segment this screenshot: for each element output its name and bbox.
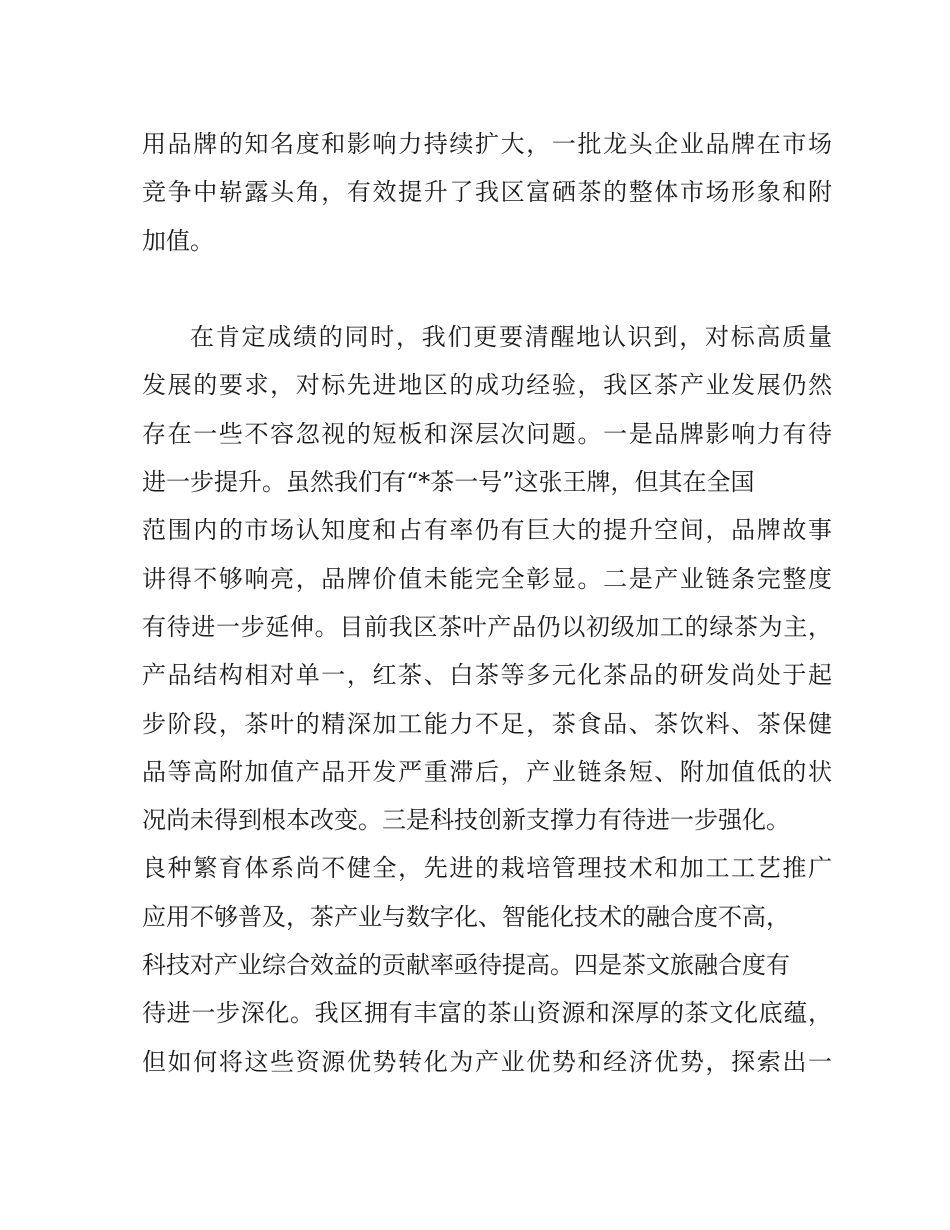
paragraph-1	[142, 120, 832, 265]
paragraph-line: 发展的要求，对标先进地区的成功经验，我区茶产业发展仍然	[142, 371, 832, 400]
paragraph-line: 良种繁育体系尚不健全，先进的栽培管理技术和加工工艺推广	[142, 854, 832, 883]
paragraph-line: 讲得不够响亮，品牌价值未能完全彰显。二是产业链条完整度	[142, 564, 832, 593]
paragraph-line: 在肯定成绩的同时，我们更要清醒地认识到，对标高质量	[190, 323, 832, 352]
paragraph-line: 有待进一步延伸。目前我区茶叶产品仍以初级加工的绿茶为主，	[142, 612, 832, 641]
paragraph-line: 产品结构相对单一，红茶、白茶等多元化茶品的研发尚处于起	[142, 661, 832, 690]
paragraph-line: 科技对产业综合效益的贡献率亟待提高。四是茶文旅融合度有	[142, 951, 790, 980]
paragraph-line: 用品牌的知名度和影响力持续扩大，一批龙头企业品牌在市场	[142, 130, 832, 158]
paragraph-line: 应用不够普及，茶产业与数字化、智能化技术的融合度不高，	[142, 902, 790, 931]
paragraph-line: 况尚未得到根本改变。三是科技创新支撑力有待进一步强化。	[142, 806, 790, 835]
paragraph-line: 竞争中崭露头角，有效提升了我区富硒茶的整体市场形象和附	[142, 178, 832, 207]
paragraph-line: 进一步提升。虽然我们有“*茶一号”这张王牌，但其在全国	[142, 468, 755, 497]
paragraph-line: 存在一些不容忽视的短板和深层次问题。一是品牌影响力有待	[142, 419, 832, 448]
paragraph-line: 品等高附加值产品开发严重滞后，产业链条短、附加值低的状	[142, 757, 832, 786]
document-body	[142, 120, 832, 1086]
paragraph-line: 但如何将这些资源优势转化为产业优势和经济优势，探索出一	[142, 1047, 832, 1076]
paragraph-line: 步阶段，茶叶的精深加工能力不足，茶食品、茶饮料、茶保健	[142, 709, 832, 738]
paragraph-gap	[142, 265, 832, 313]
paragraph-line: 加值。	[142, 226, 214, 255]
paragraph-line: 待进一步深化。我区拥有丰富的茶山资源和深厚的茶文化底蕴，	[142, 999, 832, 1028]
paragraph-2	[142, 313, 832, 1086]
paragraph-line: 范围内的市场认知度和占有率仍有巨大的提升空间，品牌故事	[142, 516, 832, 545]
